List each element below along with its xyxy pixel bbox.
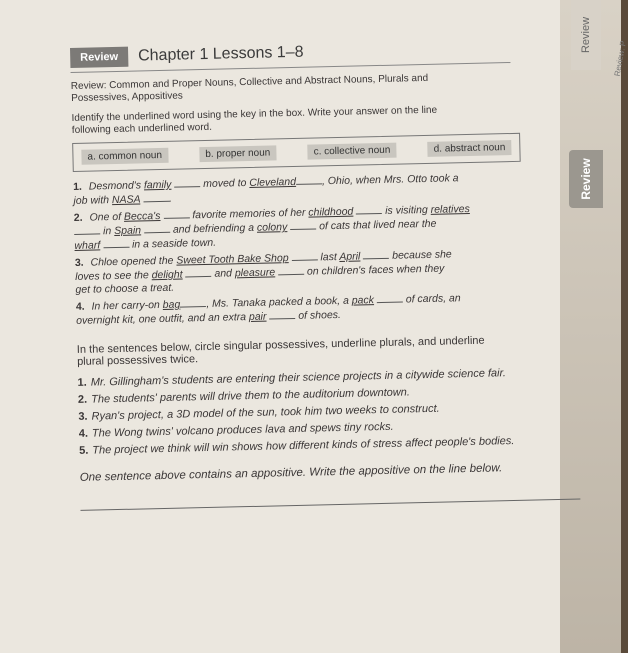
question-number: 4. [75,300,85,313]
underlined-word: colony [256,221,288,234]
answer-blank[interactable] [269,309,295,320]
sentence-number: 2. [77,393,88,406]
q-text: of shoes. [298,308,342,322]
review-side-tab [569,150,603,208]
sentence-number: 3. [78,410,88,423]
sentence-text: The Wong twins' volcano produces lava and spews tiny rocks. [91,420,394,440]
underlined-word: bag [162,298,181,311]
underlined-word: April [339,250,361,263]
q-text: , Ms. Tanaka packed a book, a [206,294,349,310]
sentence-list [77,365,569,458]
q-text: In her carry-on [91,299,160,313]
key-proper-noun: b. proper noun [199,145,276,162]
underlined-word: childhood [308,205,354,219]
appositive-instruction: One sentence above contains an appositive. Write the appositive on the line below. [79,462,503,484]
instruction-line-1: Identify the underlined word using the key in the box. Write your answer on the line [71,104,438,124]
answer-blank[interactable] [143,192,169,203]
sentence-number: 5. [79,444,89,457]
sentence-text: The students' parents will drive them to the auditorium downtown. [91,386,411,406]
q-text: , Ohio, when Mrs. Otto took a [321,172,459,188]
underlined-word: pair [248,310,267,324]
q-text: and [214,267,233,280]
sentence-number: 4. [78,427,89,440]
q-text: get to choose a treat. [75,281,175,296]
question-number: 2. [73,211,83,224]
chapter-title: Chapter 1 Lessons 1–8 [137,43,304,65]
section2-instruction-line-1: In the sentences below, circle singular possessives, underline plurals, and underline [76,334,485,356]
corner-tab-label: Review [580,16,592,54]
review-badge: Review [70,47,128,68]
question-3 [75,245,566,297]
q-text: overnight kit, one outfit, and an extra [76,311,247,327]
underlined-word: wharf [74,239,101,252]
q-text: job with [73,194,110,207]
answer-key-box [72,133,521,172]
answer-blank[interactable] [103,238,129,249]
sentence-text: The project we think will win shows how different kinds of stress affect people's bodies. [92,435,515,457]
corner-tab [571,0,601,70]
underlined-word: Cleveland [249,175,297,189]
q-text: in [102,225,112,238]
underlined-word: family [143,178,172,192]
q-text: favorite memories of her [192,206,306,222]
q-text: of cats that lived near the [318,217,437,233]
answer-blank[interactable] [74,224,100,235]
question-2 [74,200,565,253]
q-text: of cards, an [405,292,461,306]
q-text: in a seaside town. [131,236,217,251]
key-abstract-noun: d. abstract noun [427,140,511,157]
underlined-word: Becca's [123,209,161,223]
review-topics-line-1: Review: Common and Proper Nouns, Collective and Abstract Nouns, Plurals and [70,72,429,92]
page-header [70,38,510,73]
q-text: on children's faces when they [306,262,445,278]
answer-blank[interactable] [174,177,200,188]
underlined-word: relatives [430,202,470,216]
instruction-line-2: following each underlined word. [71,121,213,136]
section2-instruction-line-2: plural possessives twice. [76,353,199,368]
answer-blank[interactable] [291,250,317,261]
answer-blank[interactable] [290,219,316,230]
q-text: last [320,251,337,264]
key-collective-noun: c. collective noun [307,143,396,160]
underlined-word: Spain [114,224,142,238]
underlined-word: pleasure [234,266,276,280]
review-topics-line-2: Possessives, Appositives [71,90,183,104]
answer-blank[interactable] [278,265,304,276]
answer-blank[interactable] [377,293,403,304]
answer-blank[interactable] [180,297,206,308]
corner-small-text: Review: P [612,40,628,78]
review-side-tab-label: Review [579,158,593,200]
answer-blank[interactable] [363,249,389,260]
answer-blank[interactable] [163,208,189,219]
q-text: and befriending a [172,221,255,236]
answer-blank[interactable] [296,174,322,185]
answer-blank[interactable] [356,204,382,215]
underlined-word: NASA [111,193,141,207]
question-number: 3. [74,256,84,269]
sentence-text: Ryan's project, a 3D model of the sun, took him two weeks to construct. [91,402,440,423]
q-text: Desmond's [88,179,142,193]
q-text: because she [392,248,452,262]
answer-blank[interactable] [144,223,170,234]
sentence-number: 1. [77,376,87,389]
key-common-noun: a. common noun [81,148,168,165]
q-text: loves to see the [75,269,149,283]
question-number: 1. [73,180,83,193]
sentence-text: Mr. Gillingham's students are entering their science projects in a citywide science fair. [90,367,507,389]
underlined-word: delight [151,268,183,282]
answer-blank[interactable] [185,267,211,278]
q-text: . [168,192,173,205]
q-text: is visiting [384,203,428,217]
worksheet-content [70,37,570,510]
underlined-word: Sweet Tooth Bake Shop [176,252,289,267]
q-text: moved to [203,177,247,191]
q-text: One of [89,210,122,224]
appositive-answer-line[interactable] [80,484,580,510]
underlined-word: pack [351,294,375,307]
q-text: Chloe opened the [90,254,174,269]
